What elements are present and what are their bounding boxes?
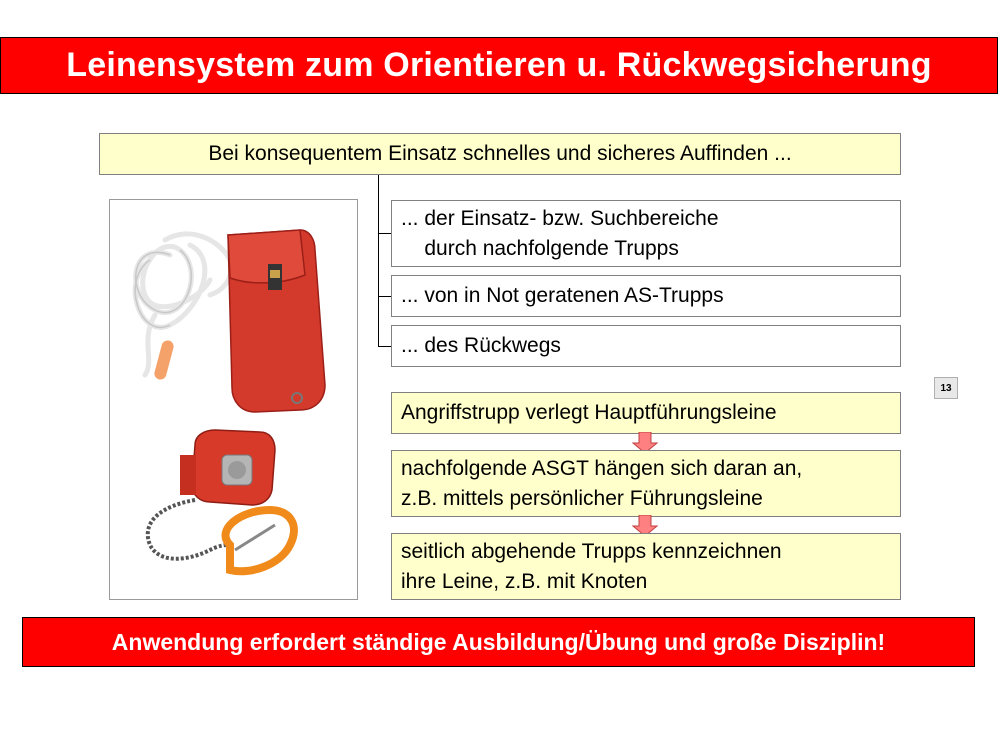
equipment-image-frame [109, 199, 358, 600]
flow-text-line: z.B. mittels persönlicher Führungsleine [401, 486, 763, 510]
branch-text-line: durch nachfolgende Trupps [401, 236, 679, 260]
footer-warning: Anwendung erfordert ständige Ausbildung/Übung und große Disziplin! [111, 628, 886, 655]
footer-warning-bar [22, 617, 975, 667]
header-statement: Bei konsequentem Einsatz schnelles und sicheres Auffinden ... [208, 142, 792, 165]
branch-text-line: ... des Rückwegs [401, 334, 561, 357]
cord-icon [148, 500, 230, 559]
tree-branch-line-3 [378, 346, 391, 347]
tree-branch-line-1 [378, 233, 391, 234]
branch-box-search-areas [391, 200, 901, 267]
flow-box-lead-troop [391, 392, 901, 434]
header-statement-box [99, 133, 901, 175]
slide-title: Leinensystem zum Orientieren u. Rückwegsicherung [66, 46, 932, 84]
branch-text-line: ... der Einsatz- bzw. Suchbereiche [401, 206, 719, 230]
tree-branch-line-2 [378, 296, 391, 297]
branch-box-return-path [391, 325, 901, 367]
branch-box-troops-in-distress [391, 275, 901, 317]
flow-box-branching-teams [391, 533, 901, 600]
flow-text-line: ihre Leine, z.B. mit Knoten [401, 569, 648, 593]
pouch-icon [228, 230, 325, 412]
equipment-illustration [110, 200, 357, 599]
page-number: 13 [940, 382, 952, 394]
flow-text-line: seitlich abgehende Trupps kennzeichnen [401, 539, 782, 563]
flow-text-line: nachfolgende ASGT hängen sich daran an, [401, 456, 803, 480]
branch-text-line: ... von in Not geratenen AS-Trupps [401, 284, 724, 307]
toggle-icon [153, 339, 175, 381]
carabiner-icon [226, 510, 294, 571]
tree-trunk-line [378, 175, 379, 347]
flow-box-following-teams [391, 450, 901, 517]
slide-title-bar [0, 37, 998, 94]
line-reel-icon [180, 430, 275, 505]
flow-text-line: Angriffstrupp verlegt Hauptführungsleine [401, 401, 777, 424]
page-number-badge [934, 377, 958, 399]
rope-coil-icon [135, 234, 231, 375]
